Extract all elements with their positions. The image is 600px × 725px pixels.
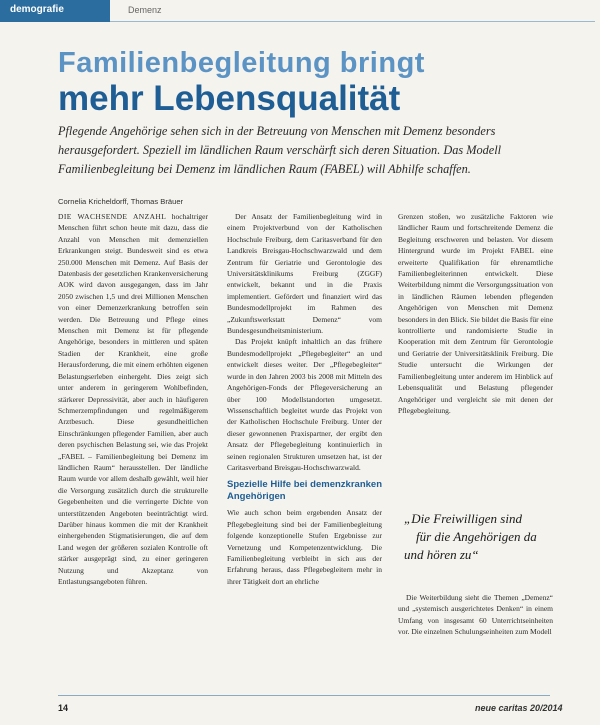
- pull-quote-line: für die Angehörigen da: [416, 529, 537, 544]
- lead-line: Pflegende Angehörige sehen sich in der Betreuung von Menschen mit Demenz besonders: [58, 124, 496, 138]
- pull-quote-line: „Die Freiwilligen sind: [404, 511, 522, 526]
- column-3-continued: [398, 592, 553, 638]
- title-line-2: mehr Lebensqualität: [58, 79, 401, 118]
- title-line-1: Familienbegleitung bringt: [58, 47, 425, 79]
- body-paragraph: Die Weiterbildung sieht die Themen „Demenz“ und „systemisch ausgerichtetes Denken“ in einem Umfang von insgesamt 60 Unterrichtseinheiten vor. Die einzelnen Schulungseinheiten zum Modell: [398, 593, 553, 637]
- lead-paragraph: [58, 122, 558, 179]
- body-paragraph: [58, 211, 208, 587]
- author-line: Cornelia Kricheldorff, Thomas Bräuer: [58, 197, 184, 206]
- section-subheading: Spezielle Hilfe bei demenzkranken Angehörigen: [227, 479, 382, 503]
- column-3: [398, 211, 553, 416]
- body-paragraph: Der Ansatz der Familienbegleitung wird in einem Projektverbund von der Katholischen Hochschule Freiburg, dem Caritasverband für den Landkreis Breisgau-Hochschwarzwald und dem Zentrum für Geriatrie und Gerontologie des Universitätsklinikums Freiburg (ZGGF) entwickelt, bekannt und in die Praxis implementiert. Gefördert und finanziert wird das Bundesmodellprojekt im Rahmen des „Zukunftswerkstatt Demenz“ vom Bundesgesundheitsministerium.: [227, 212, 382, 336]
- page-number: 14: [58, 703, 69, 713]
- body-text: hochaltriger Menschen führt schon heute mit dazu, dass die Anzahl von Menschen mit demenziellen Erkrankungen steigt. Bundesweit sind es etwa 250.000 Menschen mit Demenz. Auf Basis der Datenbasis der gesetzlichen Krankenversicherung AOK wird davon ausgegangen, dass im Jahr 2050 zwischen 1,5 und drei Millionen Menschen von einer Demenzerkrankung betroffen sein werden. Die Betreuung und Pflege eines Menschen mit Demenz ist für pflegende Angehörige, besonders in mittleren und späten Stadien der Krankheit, eine große Herausforderung, die mit einem erhöhten eigenen Belastungserleben einhergeht. Dies zeigt sich unter anderem in geringerem Wohlbefinden, stärkerer Depressivität, aber auch in häufigeren Schmerzempfindungen und regelmäßigerem Arztbesuch. Diese gesundheitlichen Einschränkungen pflegender Familien, aber auch deren psychischen Belastung sei, wie das Projekt „FABEL – Familienbegleitung bei Demenz im ländlichen Raum“ herausstellen. Der ländliche Raum wurde vor allem deshalb gewählt, weil hier die Versorgung zusätzlich durch die strukturelle Gegebenheiten und die verringerte Dichte von unterstützenden Angeboten beeinträchtigt wird. Darüber hinaus kommen die mit der Krankheit einhergehenden Stigmatisierungen, die auf dem Land wegen der größeren sozialen Kontrolle oft stärker ausgeprägt sind, zu einer geringeren Nutzung und Akzeptanz von Entlastungsangeboten führen.: [58, 212, 208, 586]
- lead-line: herausgefordert. Speziell im ländlichen Raum verschärft sich deren Situation. Das Modell: [58, 143, 502, 157]
- column-2: [227, 211, 382, 587]
- lead-line: Familienbegleitung bei Demenz im ländlichen Raum (FABEL) will Abhilfe schaffen.: [58, 162, 471, 176]
- body-paragraph: Grenzen stoßen, wo zusätzliche Faktoren wie ländlicher Raum und fortschreitende Demenz die Begleitung erschweren und belasten. Vor diesem Hintergrund wurde im Projekt FABEL eine erweiterte Qualifikation für ehrenamtliche Familienbegleiterinnen entwickelt. Diese Weiterbildung nimmt die Versorgungssituation von in ländlichen Räumen lebenden pflegenden Angehörigen von Menschen mit Demenz besonders in den Blick. Sie bildet die Basis für eine kontrollierte und randomisierte Studie in Kooperation mit dem Zentrum für Gerontologie und Geriatrie der Universitätsklinik Freiburg. Die Studie untersucht die Wirkungen der Familienbegleitung unter anderem im Hinblick auf Lebensqualität und Belastung pflegender Angehöriger und vergleicht sie mit denen der Pflegebegleitung.: [398, 212, 553, 415]
- section-tag-label: demografie: [10, 4, 64, 15]
- pull-quote: [404, 510, 584, 564]
- section-tag: [0, 0, 110, 22]
- pull-quote-line: und hören zu“: [404, 547, 479, 562]
- magazine-issue: neue caritas 20/2014: [475, 703, 563, 713]
- body-paragraph: Wie auch schon beim ergebenden Ansatz der Pflegebegleitung sind bei der Familienbegleitung folgende konzeptionelle Stufen Ergebnisse zur Vernetzung und Kompetenzentwicklung. Die Familienbegleitung verbleibt in sich aus der Erfahrung heraus, dass Pflegebegleitern mehr in ihrer Tätigkeit dort an ehrliche: [227, 508, 382, 586]
- rubric-label: Demenz: [128, 5, 162, 15]
- column-1: [58, 211, 208, 587]
- header-divider: [110, 21, 595, 22]
- body-paragraph: Das Projekt knüpft inhaltlich an das frühere Bundesmodellprojekt „Pflegebegleiter“ an und entwickelt dieses weiter. Der „Pflegebegleiter“ wurde in den Jahren 2003 bis 2008 mit Mitteln des Angehörigen-Fonds der Pflegeversicherung an über 100 Modellstandorten umgesetzt. Wissenschaftlich begleitet wurde das Projekt von der Katholischen Hochschule Freiburg. Unter der dieser gewonnenen Praxispartner, der ergibt den Ansatz der Pflegebegleitung kontinuierlich in seinen regionalen Strukturen umsetzen hat, ist der Caritasverband Breisgau-Hochschwarzwald.: [227, 337, 382, 472]
- footer-divider: [58, 695, 550, 696]
- lead-in-caps: DIE WACHSENDE ANZAHL: [58, 212, 167, 221]
